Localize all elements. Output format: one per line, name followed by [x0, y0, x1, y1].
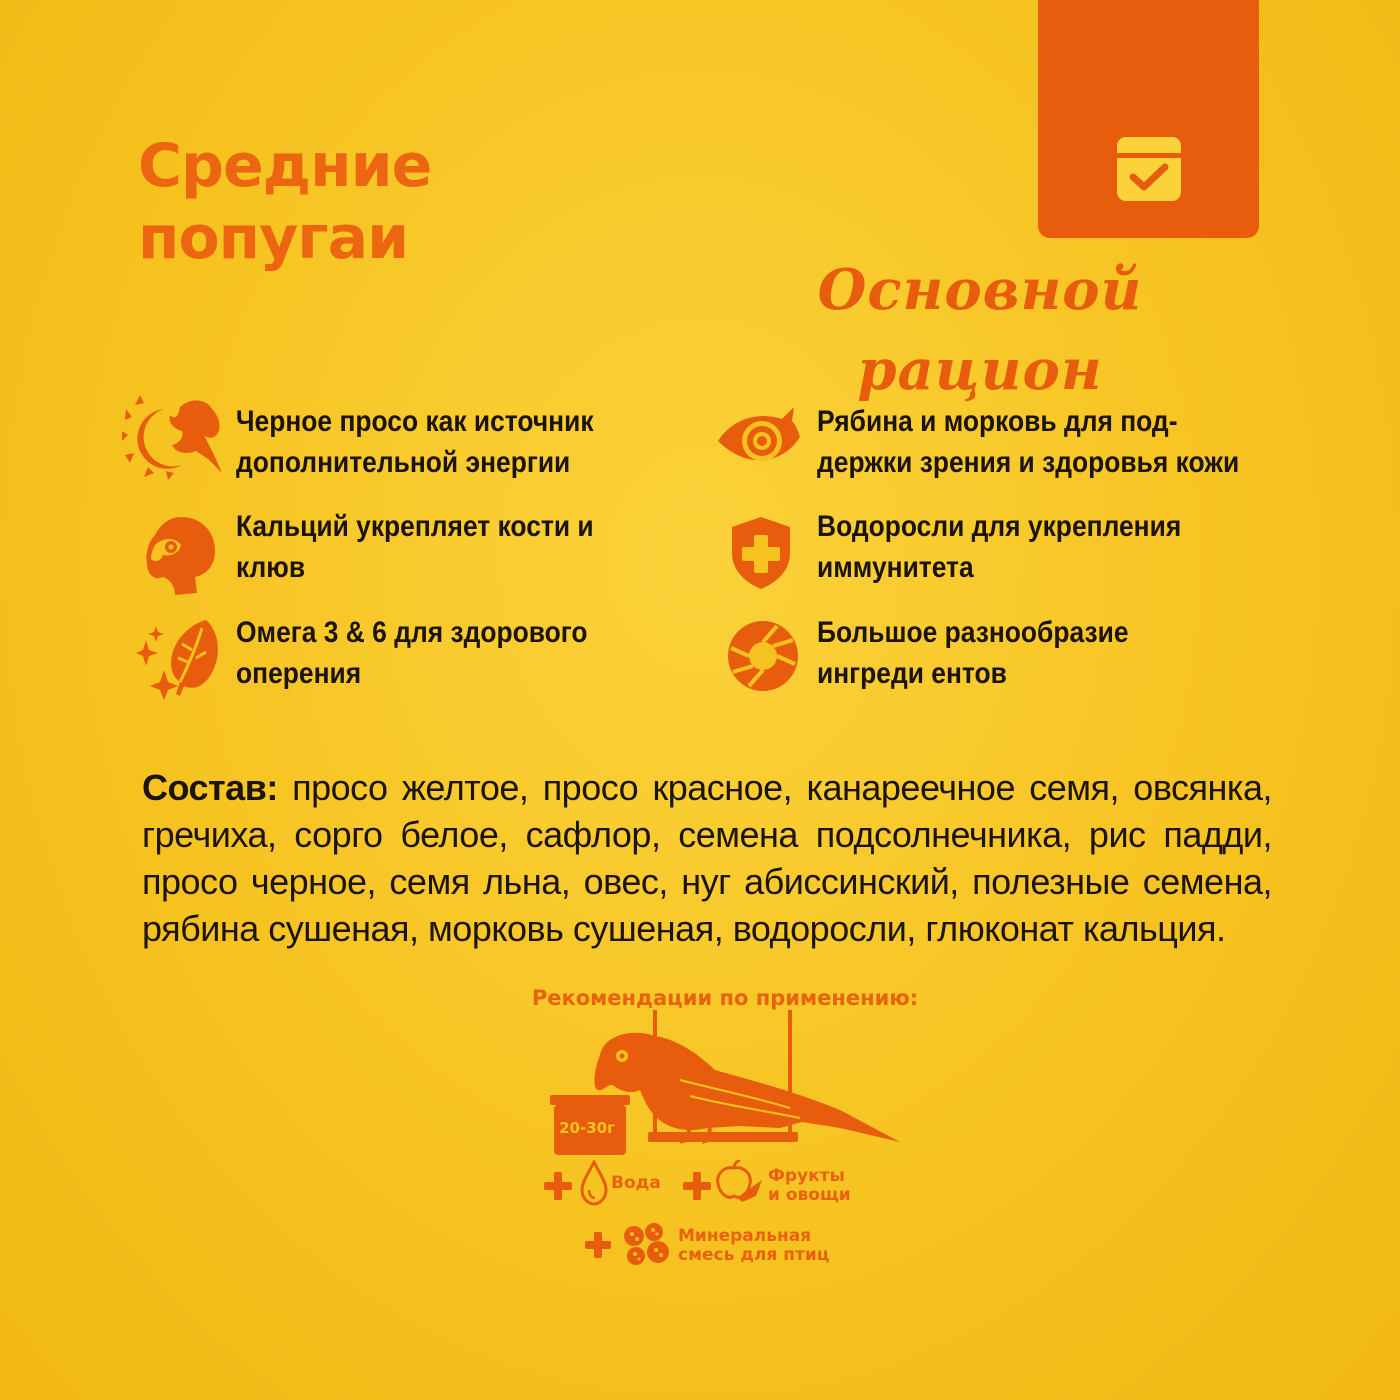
- feature-text: Рябина и морковь для под- держки зрения и здоровья кожи: [817, 405, 1240, 479]
- page-title: [138, 130, 431, 274]
- water-label: Вода: [611, 1173, 661, 1193]
- title-line-2: попугаи: [138, 203, 409, 273]
- water-drop-icon: [580, 1160, 608, 1206]
- mineral-mix-icon: [620, 1220, 672, 1270]
- title-line-1: Средние: [138, 131, 432, 201]
- feature-text: Черное просо как источник дополнительной энергии: [236, 405, 594, 479]
- composition-label: Состав:: [142, 767, 278, 808]
- feature-text: Кальций укрепляет кости и клюв: [236, 510, 594, 584]
- feather-sparkle-icon: [136, 618, 220, 700]
- eye-icon: [718, 405, 800, 471]
- fruits-label: Фрукты и овощи: [768, 1166, 851, 1205]
- calendar-check-icon: [1113, 133, 1185, 205]
- diet-badge: [1038, 0, 1259, 238]
- diet-type-label: Основной рацион: [817, 257, 1143, 403]
- parrot-head-icon: [145, 515, 217, 595]
- feature-text: Омега 3 & 6 для здорового оперения: [236, 616, 588, 690]
- mineral-label: Минеральная смесь для птиц: [678, 1226, 830, 1265]
- feature-text: Водоросли для укрепления иммунитета: [817, 510, 1182, 584]
- fruit-vegetable-icon: [712, 1160, 764, 1206]
- recommendations-title: Рекомендации по применению:: [531, 986, 919, 1010]
- sun-bird-icon: [122, 395, 224, 480]
- feature-text: Большое разнообразие ингреди ентов: [817, 616, 1129, 690]
- aperture-icon: [727, 620, 799, 692]
- plus-icon: [585, 1232, 611, 1258]
- shield-plus-icon: [730, 515, 792, 591]
- composition-ingredients: просо желтое, просо красное, канареечное семя, овсянка, гречиха, сорго белое, сафлор, семена подсолнечника, рис падди, просо черное, семя льна, овес, нуг абиссинский, полезные семена, рябина сушеная, морковь сушеная, водоросли, глюконат кальция.: [142, 767, 1272, 949]
- portion-label: 20-30г: [559, 1119, 615, 1137]
- plus-icon: [683, 1172, 711, 1200]
- plus-icon: [544, 1172, 572, 1200]
- composition-text: [142, 764, 1272, 952]
